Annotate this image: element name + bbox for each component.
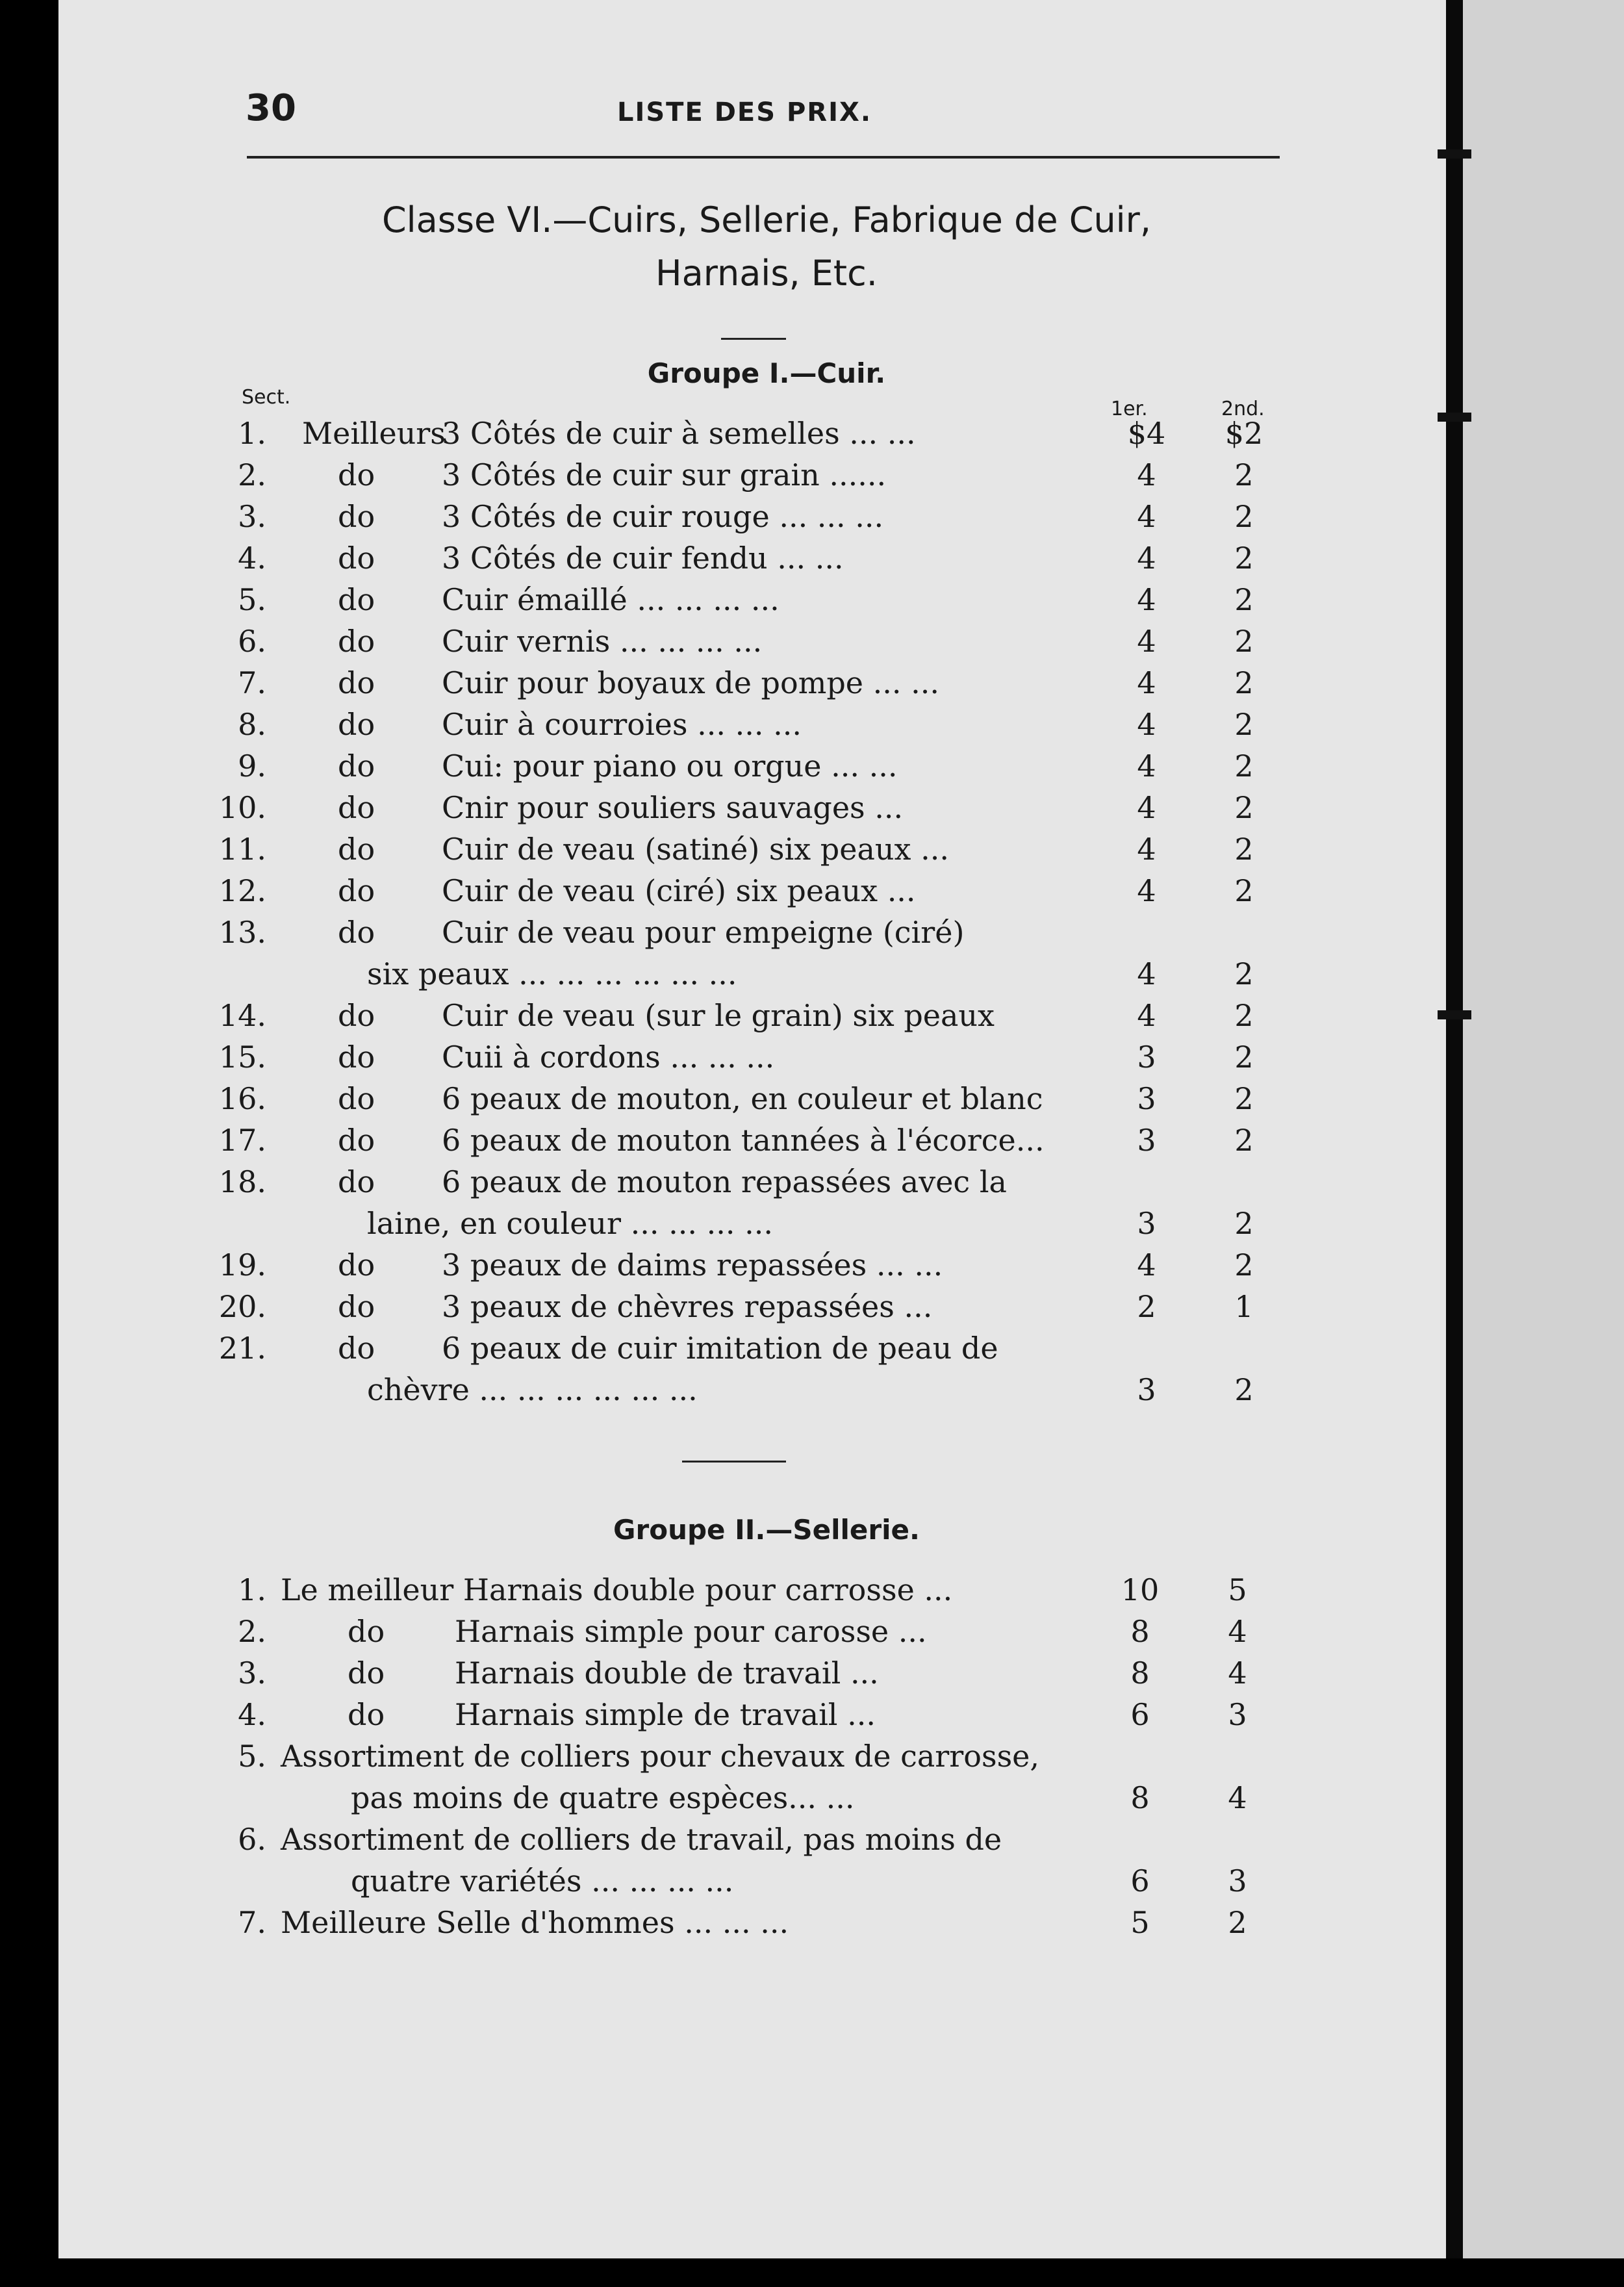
item-description: 3 Côtés de cuir à semelles ... ... [442, 416, 916, 451]
first-prize-value: 4 [1137, 956, 1156, 991]
item-description-cont: six peaux ... ... ... ... ... ... [367, 956, 737, 991]
table-row [0, 1289, 1624, 1329]
item-description: 3 peaux de chèvres repassées ... [442, 1289, 933, 1324]
first-prize-value: 3 [1137, 1040, 1156, 1075]
sect-number: 18. [218, 1164, 266, 1199]
table-row [0, 1655, 1624, 1696]
item-description: Harnais simple de travail ... [455, 1697, 876, 1732]
item-description-cont: chèvre ... ... ... ... ... ... [367, 1372, 698, 1407]
second-prize-value: 2 [1234, 582, 1254, 617]
first-prize-value: 4 [1137, 457, 1156, 492]
item-description: 3 Côtés de cuir fendu ... ... [442, 541, 844, 576]
second-prize-value: 2 [1234, 873, 1254, 908]
item-prefix: do [338, 1331, 375, 1366]
item-prefix: do [338, 665, 375, 700]
first-prize-value: 4 [1137, 1247, 1156, 1283]
first-prize-value: 3 [1137, 1123, 1156, 1158]
item-description: 3 peaux de daims repassées ... ... [442, 1247, 943, 1283]
item-description: Cui: pour piano ou orgue ... ... [442, 748, 898, 784]
table-row [0, 1614, 1624, 1654]
second-prize-value: 2 [1234, 998, 1254, 1033]
item-prefix: do [348, 1655, 385, 1691]
second-prize-value: 5 [1228, 1572, 1247, 1607]
sect-number: 12. [218, 873, 266, 908]
second-prize-value: $2 [1224, 416, 1263, 451]
sect-number: 6. [238, 624, 266, 659]
second-prize-value: 2 [1234, 1372, 1254, 1407]
item-description: Le meilleur Harnais double pour carrosse ... [281, 1572, 953, 1607]
item-prefix: do [338, 457, 375, 492]
second-prize-value: 3 [1228, 1863, 1247, 1898]
table-row [0, 1905, 1624, 1945]
groupe2-title: Groupe II.—Sellerie. [613, 1514, 920, 1546]
item-description: Meilleure Selle d'hommes ... ... ... [281, 1905, 789, 1940]
sect-number: 3. [238, 499, 266, 534]
table-row [0, 582, 1624, 622]
item-description: Cuir émaillé ... ... ... ... [442, 582, 780, 617]
second-prize-value: 2 [1234, 1247, 1254, 1283]
table-row [0, 998, 1624, 1038]
table-row [0, 665, 1624, 706]
table-row [0, 624, 1624, 664]
item-prefix: do [338, 1164, 375, 1199]
table-row [0, 1572, 1624, 1613]
table-row [0, 1739, 1624, 1815]
sect-number: 14. [218, 998, 266, 1033]
item-description: Cuir de veau (ciré) six peaux ... [442, 873, 916, 908]
classe-title-line1: Classe VI.—Cuirs, Sellerie, Fabrique de Cuir, [381, 199, 1152, 240]
first-prize-value: 4 [1137, 624, 1156, 659]
item-prefix: do [338, 707, 375, 742]
item-prefix: do [338, 998, 375, 1033]
title-divider [721, 338, 786, 340]
sect-number: 21. [218, 1331, 266, 1366]
first-prize-value: 4 [1137, 582, 1156, 617]
running-title: LISTE DES PRIX. [617, 97, 872, 127]
item-prefix: do [338, 873, 375, 908]
item-description: Harnais simple pour carosse ... [455, 1614, 927, 1649]
sect-number: 5. [238, 582, 266, 617]
sect-number: 20. [218, 1289, 266, 1324]
second-prize-value: 2 [1234, 748, 1254, 784]
item-description: 3 Côtés de cuir sur grain ...... [442, 457, 887, 492]
second-prize-value: 2 [1234, 1081, 1254, 1116]
item-prefix: do [348, 1697, 385, 1732]
item-prefix: do [348, 1614, 385, 1649]
sect-label: Sect. [242, 386, 291, 409]
sect-number: 9. [238, 748, 266, 784]
item-description-cont: laine, en couleur ... ... ... ... [367, 1206, 773, 1241]
sect-number: 11. [218, 832, 266, 867]
first-prize-value: 4 [1137, 748, 1156, 784]
item-prefix: do [338, 915, 375, 950]
item-description-cont: quatre variétés ... ... ... ... [351, 1863, 734, 1898]
item-description-cont: pas moins de quatre espèces... ... [351, 1780, 855, 1815]
second-prize-value: 2 [1234, 1123, 1254, 1158]
second-prize-value: 3 [1228, 1697, 1247, 1732]
item-prefix: do [338, 624, 375, 659]
header-rule [247, 156, 1280, 159]
second-prize-value: 2 [1234, 956, 1254, 991]
table-row [0, 1081, 1624, 1121]
second-prize-value: 2 [1234, 457, 1254, 492]
item-description: 3 Côtés de cuir rouge ... ... ... [442, 499, 884, 534]
item-description: Cuir à courroies ... ... ... [442, 707, 802, 742]
first-prize-value: 5 [1130, 1905, 1150, 1940]
second-prize-value: 2 [1234, 1206, 1254, 1241]
table-row [0, 1697, 1624, 1737]
second-prize-value: 4 [1228, 1655, 1247, 1691]
table-row [0, 541, 1624, 581]
first-prize-value: 2 [1137, 1289, 1156, 1324]
item-prefix: do [338, 1040, 375, 1075]
classe-title-line2: Harnais, Etc. [655, 253, 878, 294]
second-prize-value: 2 [1234, 832, 1254, 867]
first-prize-value: 4 [1137, 832, 1156, 867]
sect-number: 4. [238, 1697, 266, 1732]
item-prefix: do [338, 1081, 375, 1116]
item-prefix: Meilleurs [302, 416, 446, 451]
table-row [0, 1331, 1624, 1407]
item-description: Harnais double de travail ... [455, 1655, 879, 1691]
sect-number: 6. [238, 1822, 266, 1857]
item-description: Cuir de veau (satiné) six peaux ... [442, 832, 949, 867]
table-row [0, 707, 1624, 747]
item-description: Cuii à cordons ... ... ... [442, 1040, 775, 1075]
sect-number: 16. [218, 1081, 266, 1116]
sect-number: 19. [218, 1247, 266, 1283]
second-prize-value: 4 [1228, 1614, 1247, 1649]
second-prize-value: 2 [1234, 1040, 1254, 1075]
item-prefix: do [338, 499, 375, 534]
sect-number: 5. [238, 1739, 266, 1774]
page-number: 30 [246, 87, 296, 129]
column-first-prize: 1er. [1111, 398, 1148, 420]
first-prize-value: 6 [1130, 1697, 1150, 1732]
sect-number: 10. [218, 790, 266, 825]
second-prize-value: 2 [1234, 499, 1254, 534]
item-prefix: do [338, 1123, 375, 1158]
item-prefix: do [338, 582, 375, 617]
second-prize-value: 2 [1234, 707, 1254, 742]
item-description: Cuir de veau pour empeigne (ciré) [442, 915, 965, 950]
first-prize-value: 10 [1121, 1572, 1160, 1607]
table-row [0, 915, 1624, 991]
sect-number: 3. [238, 1655, 266, 1691]
first-prize-value: 3 [1137, 1081, 1156, 1116]
item-prefix: do [338, 541, 375, 576]
table-row [0, 748, 1624, 789]
table-row [0, 832, 1624, 872]
section-divider [682, 1461, 786, 1463]
first-prize-value: 3 [1137, 1372, 1156, 1407]
second-prize-value: 4 [1228, 1780, 1247, 1815]
item-description: 6 peaux de mouton repassées avec la [442, 1164, 1007, 1199]
first-prize-value: 8 [1130, 1780, 1150, 1815]
table-row [0, 1164, 1624, 1241]
sect-number: 4. [238, 541, 266, 576]
item-description: 6 peaux de mouton tannées à l'écorce... [442, 1123, 1045, 1158]
table-row [0, 499, 1624, 539]
second-prize-value: 2 [1234, 541, 1254, 576]
sect-number: 1. [238, 416, 266, 451]
sect-number: 8. [238, 707, 266, 742]
first-prize-value: 4 [1137, 790, 1156, 825]
first-prize-value: 4 [1137, 665, 1156, 700]
table-row [0, 873, 1624, 914]
table-row [0, 1822, 1624, 1898]
item-prefix: do [338, 832, 375, 867]
item-prefix: do [338, 748, 375, 784]
item-prefix: do [338, 790, 375, 825]
item-description: Assortiment de colliers de travail, pas moins de [281, 1822, 1002, 1857]
first-prize-value: 6 [1130, 1863, 1150, 1898]
second-prize-value: 2 [1234, 665, 1254, 700]
table-row [0, 1040, 1624, 1080]
first-prize-value: 8 [1130, 1655, 1150, 1691]
second-prize-value: 2 [1234, 624, 1254, 659]
table-row [0, 1123, 1624, 1163]
first-prize-value: 4 [1137, 873, 1156, 908]
item-description: 6 peaux de mouton, en couleur et blanc [442, 1081, 1043, 1116]
table-row [0, 790, 1624, 830]
first-prize-value: 4 [1137, 541, 1156, 576]
groupe1-title: Groupe I.—Cuir. [647, 357, 886, 389]
column-second-prize: 2nd. [1221, 398, 1265, 420]
item-prefix: do [338, 1247, 375, 1283]
item-description: Cnir pour souliers sauvages ... [442, 790, 904, 825]
sect-number: 7. [238, 1905, 266, 1940]
item-description: Cuir pour boyaux de pompe ... ... [442, 665, 939, 700]
sect-number: 7. [238, 665, 266, 700]
first-prize-value: 4 [1137, 499, 1156, 534]
sect-number: 1. [238, 1572, 266, 1607]
sect-number: 13. [218, 915, 266, 950]
item-prefix: do [338, 1289, 375, 1324]
second-prize-value: 2 [1228, 1905, 1247, 1940]
table-row [0, 457, 1624, 498]
table-row [0, 1247, 1624, 1288]
first-prize-value: 3 [1137, 1206, 1156, 1241]
first-prize-value: 8 [1130, 1614, 1150, 1649]
sect-number: 17. [218, 1123, 266, 1158]
first-prize-value: 4 [1137, 998, 1156, 1033]
item-description: Cuir de veau (sur le grain) six peaux [442, 998, 995, 1033]
first-prize-value: $4 [1127, 416, 1166, 451]
table-row [0, 416, 1624, 456]
second-prize-value: 1 [1234, 1289, 1254, 1324]
item-description: Assortiment de colliers pour chevaux de carrosse, [281, 1739, 1040, 1774]
sect-number: 2. [238, 457, 266, 492]
item-description: 6 peaux de cuir imitation de peau de [442, 1331, 998, 1366]
sect-number: 15. [218, 1040, 266, 1075]
second-prize-value: 2 [1234, 790, 1254, 825]
item-description: Cuir vernis ... ... ... ... [442, 624, 763, 659]
first-prize-value: 4 [1137, 707, 1156, 742]
sect-number: 2. [238, 1614, 266, 1649]
